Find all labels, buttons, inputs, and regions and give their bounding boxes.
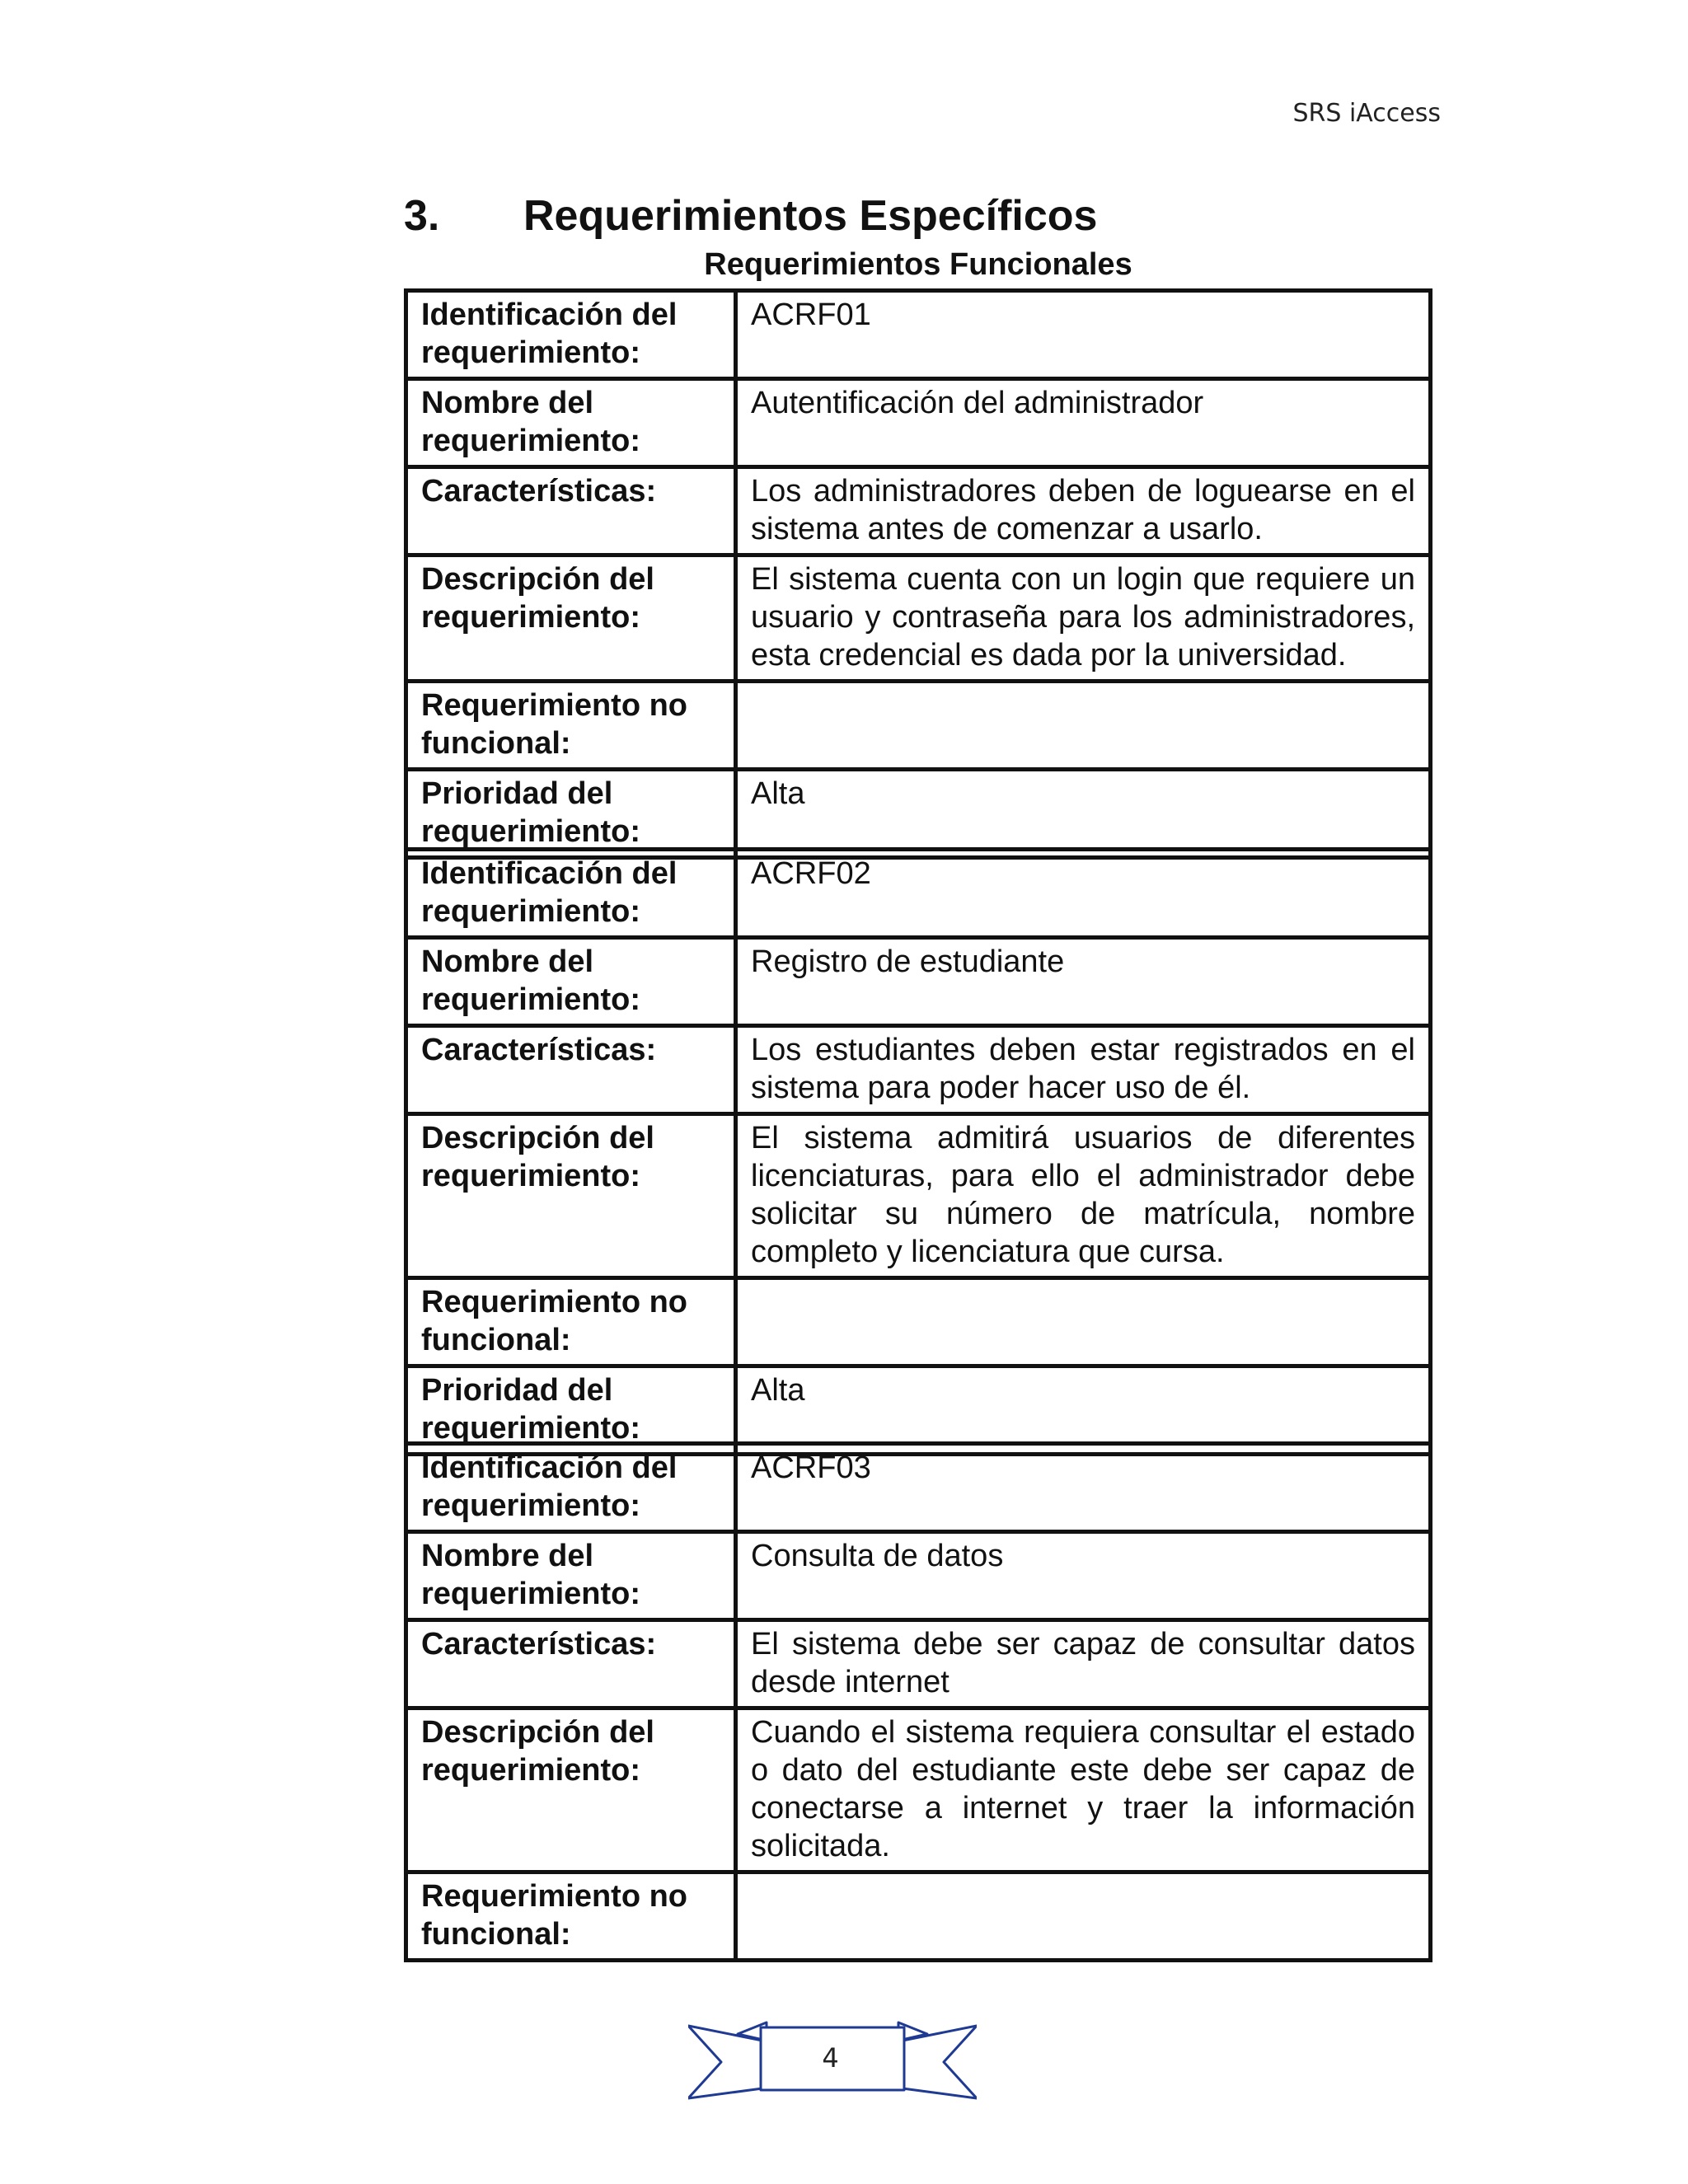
table-row xyxy=(406,1026,1431,1114)
row-value: ACRF02 xyxy=(736,850,1431,938)
table-row xyxy=(406,770,1431,858)
table-row xyxy=(406,1114,1431,1278)
table-row xyxy=(406,1620,1431,1708)
row-value: ACRF03 xyxy=(736,1444,1431,1532)
row-value: Autentificación del administrador xyxy=(736,379,1431,467)
table-row xyxy=(406,291,1431,379)
row-label: Nombre del requerimiento: xyxy=(406,1532,736,1620)
document-header-label: SRS iAccess xyxy=(1292,99,1441,128)
row-label: Características: xyxy=(406,467,736,555)
row-value: Los estudiantes deben estar registrados en el sistema para poder hacer uso de él. xyxy=(736,1026,1431,1114)
requirement-table-acrf02 xyxy=(404,847,1432,1456)
row-label: Características: xyxy=(406,1620,736,1708)
table-row xyxy=(406,1444,1431,1532)
row-value: Registro de estudiante xyxy=(736,938,1431,1026)
requirement-table-acrf03 xyxy=(404,1441,1432,1962)
row-value xyxy=(736,1278,1431,1366)
row-label: Identificación del requerimiento: xyxy=(406,291,736,379)
row-value: Alta xyxy=(736,1366,1431,1455)
row-label: Descripción del requerimiento: xyxy=(406,1114,736,1278)
page-number: 4 xyxy=(822,2042,839,2074)
table-row xyxy=(406,379,1431,467)
requirement-table-acrf01 xyxy=(404,288,1432,860)
row-value xyxy=(736,682,1431,770)
table-row xyxy=(406,938,1431,1026)
table-row xyxy=(406,1278,1431,1366)
row-label: Prioridad del requerimiento: xyxy=(406,1366,736,1455)
section-heading xyxy=(404,191,1097,241)
row-value: Consulta de datos xyxy=(736,1532,1431,1620)
section-number: 3. xyxy=(404,192,440,240)
row-label: Nombre del requerimiento: xyxy=(406,938,736,1026)
table-row xyxy=(406,467,1431,555)
section-title: Requerimientos Específicos xyxy=(523,192,1098,240)
row-value: El sistema admitirá usuarios de diferentes licenciaturas, para ello el administrador debe solicitar su número de matrícula, nombre completo y licenciatura que cursa. xyxy=(736,1114,1431,1278)
page-number-ribbon xyxy=(688,2016,977,2107)
table-row xyxy=(406,1708,1431,1872)
row-value: Cuando el sistema requiera consultar el estado o dato del estudiante este debe ser capaz de conectarse a internet y traer la información solicitada. xyxy=(736,1708,1431,1872)
row-value: El sistema cuenta con un login que requiere un usuario y contraseña para los administradores, esta credencial es dada por la universidad. xyxy=(736,555,1431,682)
row-value: El sistema debe ser capaz de consultar datos desde internet xyxy=(736,1620,1431,1708)
table-row xyxy=(406,1532,1431,1620)
row-label: Requerimiento no funcional: xyxy=(406,1278,736,1366)
section-subtitle: Requerimientos Funcionales xyxy=(704,247,1132,282)
row-label: Prioridad del requerimiento: xyxy=(406,770,736,858)
row-label: Requerimiento no funcional: xyxy=(406,1872,736,1961)
table-row xyxy=(406,1872,1431,1961)
table-row xyxy=(406,850,1431,938)
row-label: Requerimiento no funcional: xyxy=(406,682,736,770)
row-label: Identificación del requerimiento: xyxy=(406,1444,736,1532)
row-value: Los administradores deben de loguearse en el sistema antes de comenzar a usarlo. xyxy=(736,467,1431,555)
table-row xyxy=(406,682,1431,770)
row-value: ACRF01 xyxy=(736,291,1431,379)
row-label: Descripción del requerimiento: xyxy=(406,1708,736,1872)
row-label: Identificación del requerimiento: xyxy=(406,850,736,938)
row-label: Características: xyxy=(406,1026,736,1114)
row-value: Alta xyxy=(736,770,1431,858)
row-label: Descripción del requerimiento: xyxy=(406,555,736,682)
table-row xyxy=(406,555,1431,682)
row-value xyxy=(736,1872,1431,1961)
row-label: Nombre del requerimiento: xyxy=(406,379,736,467)
